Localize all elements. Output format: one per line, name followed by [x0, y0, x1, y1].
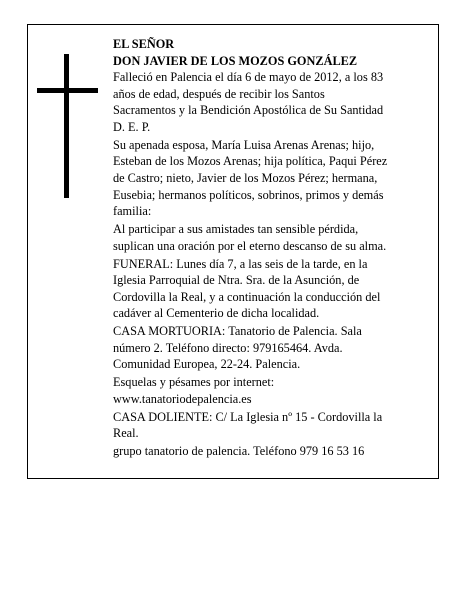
paragraph-line: años de edad, después de recibir los Santos — [113, 86, 325, 101]
paragraph-line: FUNERAL: Lunes día 7, a las seis de la tarde, en la — [113, 256, 368, 271]
family-home-paragraph — [113, 409, 433, 442]
deceased-title: EL SEÑOR — [113, 37, 175, 51]
paragraph-line: Cordovilla la Real, y a continuación la conducción del — [113, 289, 381, 304]
internet-condolences-paragraph — [113, 374, 433, 407]
paragraph-line: Al participar a sus amistades tan sensible pérdida, — [113, 222, 359, 237]
funeral-paragraph — [113, 256, 433, 322]
paragraph-line: Esquelas y pésames por internet: — [113, 375, 275, 390]
paragraph-line: Esteban de los Mozos Arenas; hija política, Paqui Pérez — [113, 154, 388, 169]
paragraph-line: Falleció en Palencia el día 6 de mayo de 2012, a los 83 — [113, 70, 384, 85]
deceased-name: DON JAVIER DE LOS MOZOS GONZÁLEZ — [113, 53, 358, 68]
paragraph-line: Comunidad Europea, 22-24. Palencia. — [113, 357, 301, 372]
paragraph-line: cadáver al Cementerio de dicha localidad. — [113, 306, 320, 321]
paragraph-line: Iglesia Parroquial de Ntra. Sra. de la Asunción, de — [113, 273, 360, 288]
obituary-text — [113, 36, 433, 460]
website-link[interactable]: www.tanatoriodepalencia.es — [113, 391, 252, 406]
paragraph-line: familia: — [113, 204, 152, 219]
paragraph-line: Sacramentos y la Bendición Apostólica de Su Santidad — [113, 103, 384, 118]
paragraph-line: Eusebia; hermanos políticos, sobrinos, primos y demás — [113, 187, 384, 202]
cross-icon — [37, 54, 98, 198]
paragraph-line: Real. — [113, 426, 139, 441]
family-paragraph — [113, 137, 433, 220]
cross-vertical-bar — [64, 54, 69, 198]
funeral-group-paragraph — [113, 443, 433, 460]
prayer-request-paragraph — [113, 221, 433, 254]
cross-horizontal-bar — [37, 88, 98, 93]
paragraph-line: número 2. Teléfono directo: 979165464. Avda. — [113, 340, 343, 355]
paragraph-line: de Castro; nieto, Javier de los Mozos Pérez; hermana, — [113, 171, 378, 186]
paragraph-line: suplican una oración por el eterno descanso de su alma. — [113, 238, 387, 253]
death-announcement-paragraph — [113, 69, 433, 135]
funeral-home-paragraph — [113, 323, 433, 373]
paragraph-line: CASA DOLIENTE: C/ La Iglesia nº 15 - Cordovilla la — [113, 409, 383, 424]
paragraph-line: Su apenada esposa, María Luisa Arenas Arenas; hijo, — [113, 137, 375, 152]
paragraph-line: CASA MORTUORIA: Tanatorio de Palencia. Sala — [113, 324, 362, 339]
paragraph-line: grupo tanatorio de palencia. Teléfono 979 16 53 16 — [113, 444, 365, 459]
paragraph-line: D. E. P. — [113, 119, 151, 134]
